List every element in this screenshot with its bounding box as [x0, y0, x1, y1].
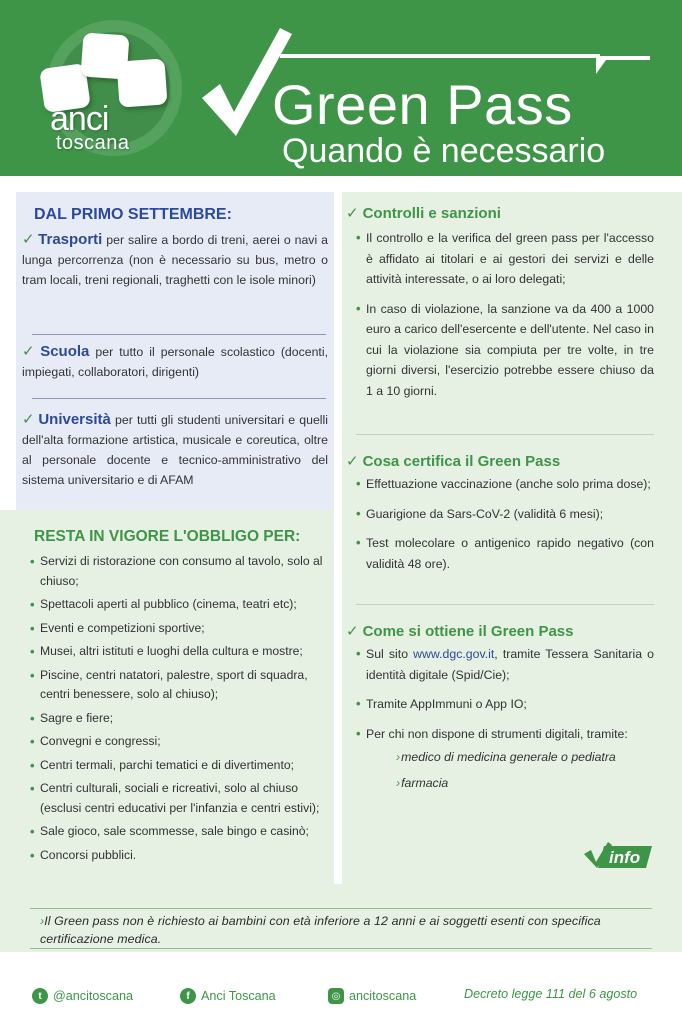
- ottiene-list: [356, 644, 654, 753]
- list-item: • Centri termali, parchi tematici e di divertimento;: [30, 756, 328, 776]
- arrow-icon: ›: [396, 750, 401, 764]
- list-item: • Piscine, centri natatori, palestre, sport di squadra, centri benessere, solo al chiuso);: [30, 666, 328, 705]
- divider: [32, 398, 326, 399]
- controlli-list: [356, 228, 654, 410]
- instagram-text: ancitoscana: [349, 989, 417, 1003]
- list-item: • Sagre e fiere;: [30, 709, 328, 729]
- page-title: Green Pass: [272, 73, 573, 136]
- right-info-panel: [342, 192, 682, 884]
- divider: [30, 948, 652, 949]
- list-item: • Effettuazione vaccinazione (anche solo prima dose);: [356, 474, 654, 495]
- heading-text: Come si ottiene il Green Pass: [362, 623, 574, 640]
- twitter-icon: t: [32, 988, 48, 1004]
- list-item: [356, 644, 654, 685]
- heading-text: Cosa certifica il Green Pass: [362, 453, 561, 470]
- section-heading-controlli: [346, 204, 501, 222]
- logo-text-anci: anci: [50, 100, 109, 138]
- obligations-list: [30, 552, 328, 869]
- list-item: • Convegni e congressi;: [30, 732, 328, 752]
- list-item: • In caso di violazione, la sanzione va da 400 a 1000 euro a carico dell'esercente e dell'utente. Nel caso in cui la violazione sia compiuta per tre volte, in tre giorni diversi, l'esercizio potrebbe essere chiuso da 1 a 10 giorni.: [356, 299, 654, 402]
- list-item: • Tramite AppImmuni o App IO;: [356, 694, 654, 715]
- anci-toscana-logo: [36, 14, 188, 164]
- arrow-icon: ›: [396, 776, 401, 790]
- item-text: , tramite Tessera Sanitaria o identità digitale (Spid/Cie);: [366, 647, 654, 682]
- dal-primo-settembre-box: [16, 192, 334, 510]
- checkmark-icon: ✓: [22, 231, 36, 248]
- list-item-trasporti: [22, 230, 328, 290]
- sub-item-farmacia: [396, 776, 448, 790]
- decreto-legge-text: Decreto legge 111 del 6 agosto: [464, 987, 638, 1001]
- list-item: • Concorsi pubblici.: [30, 846, 328, 866]
- section-heading-certifica: [346, 452, 560, 470]
- item-text: per tutto il personale scolastico (docenti, impiegati, collaboratori, dirigenti): [22, 345, 328, 379]
- item-text: per tutti gli studenti universitari e quelli dell'alta formazione artistica, musicale e coreutica, oltre al personale docente e tecnico-amministrativo del sistema universitario e di AFAM: [22, 413, 328, 487]
- note-text: [40, 912, 650, 948]
- list-item: • Test molecolare o antigenico rapido negativo (con validità 48 ore).: [356, 533, 654, 574]
- instagram-icon: ◎: [328, 988, 344, 1004]
- divider: [356, 434, 654, 435]
- sub-item-text: farmacia: [401, 776, 449, 790]
- checkmark-icon: ✓: [22, 411, 36, 428]
- list-item-universita: [22, 410, 328, 490]
- list-item: • Servizi di ristorazione con consumo al tavolo, solo al chiuso;: [30, 552, 328, 591]
- checkmark-icon: ✓: [346, 623, 359, 640]
- header-banner: [0, 0, 682, 176]
- checkmark-icon: ✓: [346, 453, 359, 470]
- item-keyword: Università: [38, 411, 111, 428]
- logo-square: [116, 58, 167, 107]
- certifica-list: [356, 474, 654, 583]
- checkmark-icon: ✓: [346, 205, 359, 222]
- list-item: • Centri culturali, sociali e ricreativi, solo al chiuso (esclusi centri educativi per l'infanzia e centri estivi);: [30, 779, 328, 818]
- section-heading: DAL PRIMO SETTEMBRE:: [34, 206, 232, 223]
- divider: [30, 908, 652, 909]
- list-item: • Eventi e competizioni sportive;: [30, 619, 328, 639]
- heading-text: Controlli e sanzioni: [362, 205, 501, 222]
- resta-in-vigore-box: [0, 510, 334, 884]
- note-body: Il Green pass non è richiesto ai bambini con età inferiore a 12 anni e ai soggetti esenti con specifica certificazione medica.: [40, 914, 601, 946]
- list-item: • Spettacoli aperti al pubblico (cinema, teatri etc);: [30, 595, 328, 615]
- divider: [32, 334, 326, 335]
- page-subtitle: Quando è necessario: [282, 132, 606, 170]
- list-item: • Per chi non dispone di strumenti digitali, tramite:: [356, 724, 654, 745]
- title-underline: [280, 54, 600, 58]
- facebook-icon: f: [180, 988, 196, 1004]
- sub-item-text: medico di medicina generale o pediatra: [401, 750, 616, 764]
- info-badge-text: info: [609, 848, 641, 867]
- twitter-handle[interactable]: [32, 986, 133, 1006]
- item-keyword: Trasporti: [38, 231, 103, 248]
- speech-tail-icon: [596, 56, 650, 76]
- facebook-text: Anci Toscana: [201, 989, 276, 1003]
- facebook-page[interactable]: [180, 986, 276, 1006]
- item-keyword: Scuola: [40, 343, 90, 360]
- logo-text-toscana: toscana: [56, 132, 130, 154]
- item-text: Sul sito: [366, 647, 414, 661]
- note-box: [0, 884, 682, 952]
- list-item: • Guarigione da Sars-CoV-2 (validità 6 mesi);: [356, 504, 654, 525]
- instagram-handle[interactable]: [328, 986, 416, 1006]
- divider: [356, 604, 654, 605]
- twitter-text: @ancitoscana: [53, 989, 133, 1003]
- arrow-icon: ›: [40, 914, 45, 928]
- info-badge-icon: [582, 840, 654, 870]
- sub-item-medico: [396, 750, 616, 764]
- list-item: • Sale gioco, sale scommesse, sale bingo e casinò;: [30, 822, 328, 842]
- item-text: per salire a bordo di treni, aerei o navi a lunga percorrenza (non è necessario su bus, metro o tram locali, treni regionali, traghetti con le isole minori): [22, 233, 328, 287]
- list-item-scuola: [22, 342, 328, 382]
- list-item: • Il controllo e la verifica del green pass per l'accesso è affidato ai titolari e ai gestori dei servizi e delle attività interessate, o ai loro delegati;: [356, 228, 654, 290]
- dgc-website-link[interactable]: www.dgc.gov.it: [413, 647, 495, 661]
- checkmark-icon: ✓: [22, 343, 38, 360]
- list-item: • Musei, altri istituti e luoghi della cultura e mostre;: [30, 642, 328, 662]
- section-heading-ottiene: [346, 622, 574, 640]
- section-heading: RESTA IN VIGORE L'OBBLIGO PER:: [34, 528, 301, 545]
